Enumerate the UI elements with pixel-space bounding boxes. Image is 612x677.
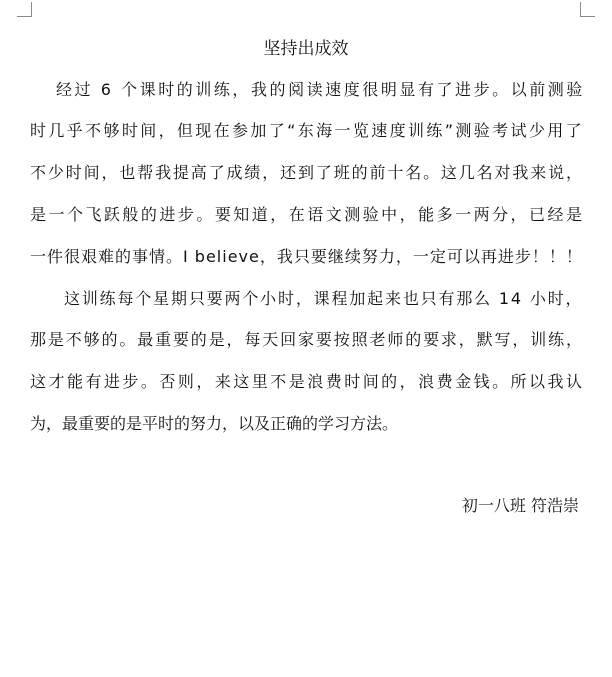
paragraph-2-line-1: 这训练每个星期只要两个小时，课程加起来也只有那么 14 小时， xyxy=(64,289,584,308)
paragraph-1-line-3: 不少时间，也帮我提高了成绩，还到了班的前十名。这几名对我来说， xyxy=(30,163,584,182)
paragraph-2-line-4: 为，最重要的是平时的努力，以及正确的学习方法。 xyxy=(30,414,399,433)
author-signature: 初一八班 符浩崇 xyxy=(461,496,579,515)
margin-corner-mark-left xyxy=(17,2,32,17)
paragraph-1-line-5: 一件很艰难的事情。I believe，我只要继续努力，一定可以再进步！！！ xyxy=(30,247,583,266)
paragraph-1-line-1: 经过 6 个课时的训练，我的阅读速度很明显有了进步。以前测验 xyxy=(56,80,585,99)
paragraph-2-line-2: 那是不够的。最重要的是，每天回家要按照老师的要求，默写，训练， xyxy=(30,330,584,349)
margin-corner-mark-right xyxy=(580,2,595,17)
paragraph-2-line-3: 这才能有进步。否则，来这里不是浪费时间的，浪费金钱。所以我认 xyxy=(30,372,585,391)
paragraph-1-line-4: 是一个飞跃般的进步。要知道，在语文测验中，能多一两分，已经是 xyxy=(30,205,585,224)
paragraph-1-line-2: 时几乎不够时间，但现在参加了“东海一览速度训练”测验考试少用了 xyxy=(30,121,584,140)
document-title: 坚持出成效 xyxy=(263,39,349,59)
